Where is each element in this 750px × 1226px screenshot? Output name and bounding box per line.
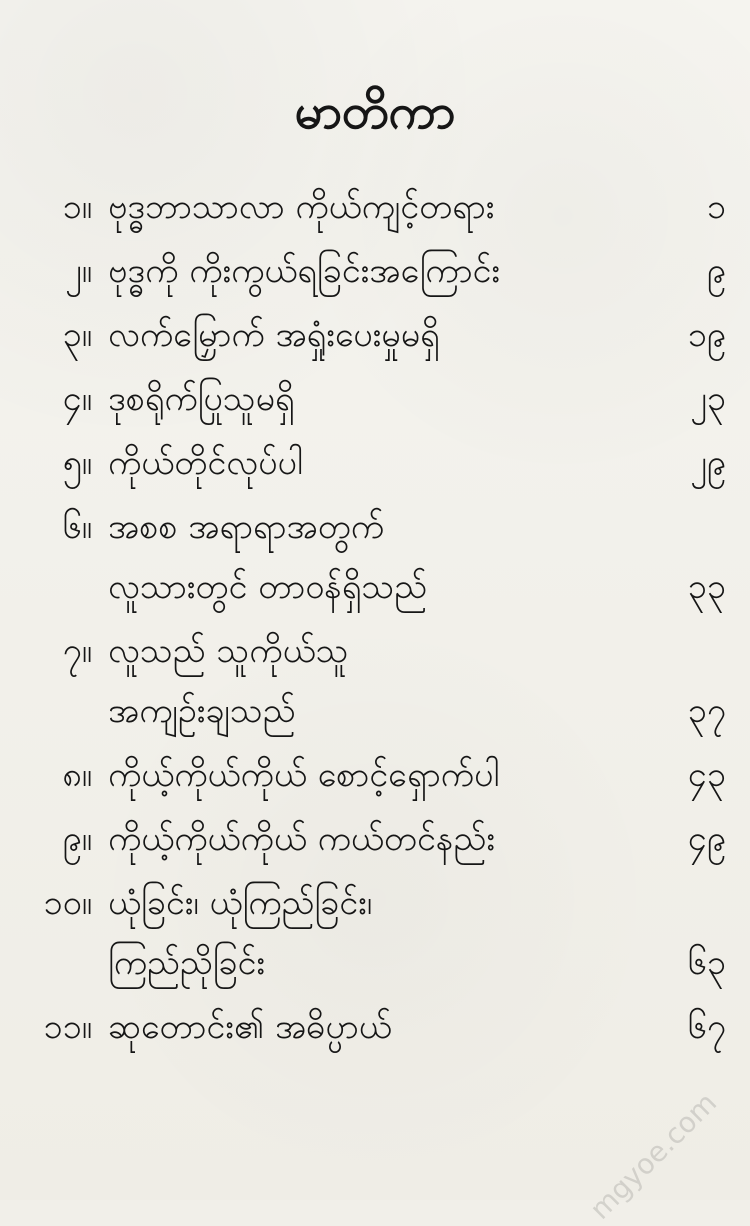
entry-number: ၂။ — [65, 251, 92, 291]
entry-title-line-1: လူသည် သူကိုယ်သူ — [108, 631, 349, 671]
toc-entry-6 — [0, 508, 750, 632]
entry-title-line-1: အစစ အရာရာအတွက် — [108, 507, 385, 547]
entry-page-number: ၂၉ — [690, 443, 726, 483]
entry-page-number: ၁၉ — [687, 315, 726, 355]
entry-page-number: ၁ — [706, 187, 726, 227]
entry-page-number: ၂၃ — [690, 379, 726, 419]
toc-entry-7 — [0, 632, 750, 756]
entry-number: ၄။ — [62, 379, 92, 419]
toc-entry-5 — [0, 444, 750, 508]
entry-title-line-2: အကျဥ်းချသည် — [108, 691, 296, 731]
entry-title: ဗုဒ္ဓဘာသာလာ ကိုယ်ကျင့်တရား — [108, 187, 495, 227]
entry-title: ကိုယ့်ကိုယ်ကိုယ် စောင့်ရှောက်ပါ — [108, 755, 500, 795]
entry-number: ၆။ — [62, 507, 92, 547]
toc-entry-9 — [0, 820, 750, 884]
watermark-text: mgyoe.com — [583, 1086, 724, 1226]
entry-title: ဗုဒ္ဓကို ကိုးကွယ်ရခြင်းအကြောင်း — [108, 251, 501, 291]
entry-title-line-2: ကြည်ညိုခြင်း — [108, 943, 266, 983]
toc-entry-2 — [0, 252, 750, 316]
toc-entry-10 — [0, 884, 750, 1008]
entry-page-number: ၃၇ — [687, 691, 726, 731]
entry-number: ၅။ — [62, 443, 92, 483]
entry-title: ဒုစရိုက်ပြုသူမရှိ — [108, 379, 295, 419]
entry-page-number: ၃၃ — [687, 567, 726, 607]
entry-number: ၃။ — [62, 315, 92, 355]
toc-entry-11 — [0, 1008, 750, 1072]
toc-entry-4 — [0, 380, 750, 444]
entry-title-line-2: လူသားတွင် တာဝန်ရှိသည် — [108, 567, 428, 607]
entry-page-number: ၄၉ — [687, 819, 726, 859]
entry-title-line-1: ယုံခြင်း၊ ယုံကြည်ခြင်း၊ — [108, 883, 373, 923]
entry-page-number: ၆၃ — [687, 943, 726, 983]
entry-number: ၁။ — [62, 187, 92, 227]
entry-title: ကိုယ်တိုင်လုပ်ပါ — [108, 443, 303, 483]
entry-number: ၇။ — [62, 631, 92, 671]
entry-number: ၁၀။ — [43, 883, 92, 923]
page-title: မာတိကာ — [294, 84, 456, 140]
entry-title: လက်မြှောက် အရှုံးပေးမှုမရှိ — [108, 315, 440, 355]
toc-entry-1 — [0, 188, 750, 252]
entry-title: ဆုတောင်း၏ အဓိပ္ပာယ် — [108, 1007, 392, 1047]
toc-entry-8 — [0, 756, 750, 820]
table-of-contents — [0, 188, 750, 1072]
entry-number: ၈။ — [62, 755, 92, 795]
toc-entry-3 — [0, 316, 750, 380]
entry-page-number: ၉ — [706, 251, 726, 291]
entry-number: ၁၁။ — [43, 1007, 92, 1047]
entry-title: ကိုယ့်ကိုယ်ကိုယ် ကယ်တင်နည်း — [108, 819, 495, 859]
entry-page-number: ၄၃ — [687, 755, 726, 795]
entry-page-number: ၆၇ — [687, 1007, 726, 1047]
entry-number: ၉။ — [62, 819, 92, 859]
